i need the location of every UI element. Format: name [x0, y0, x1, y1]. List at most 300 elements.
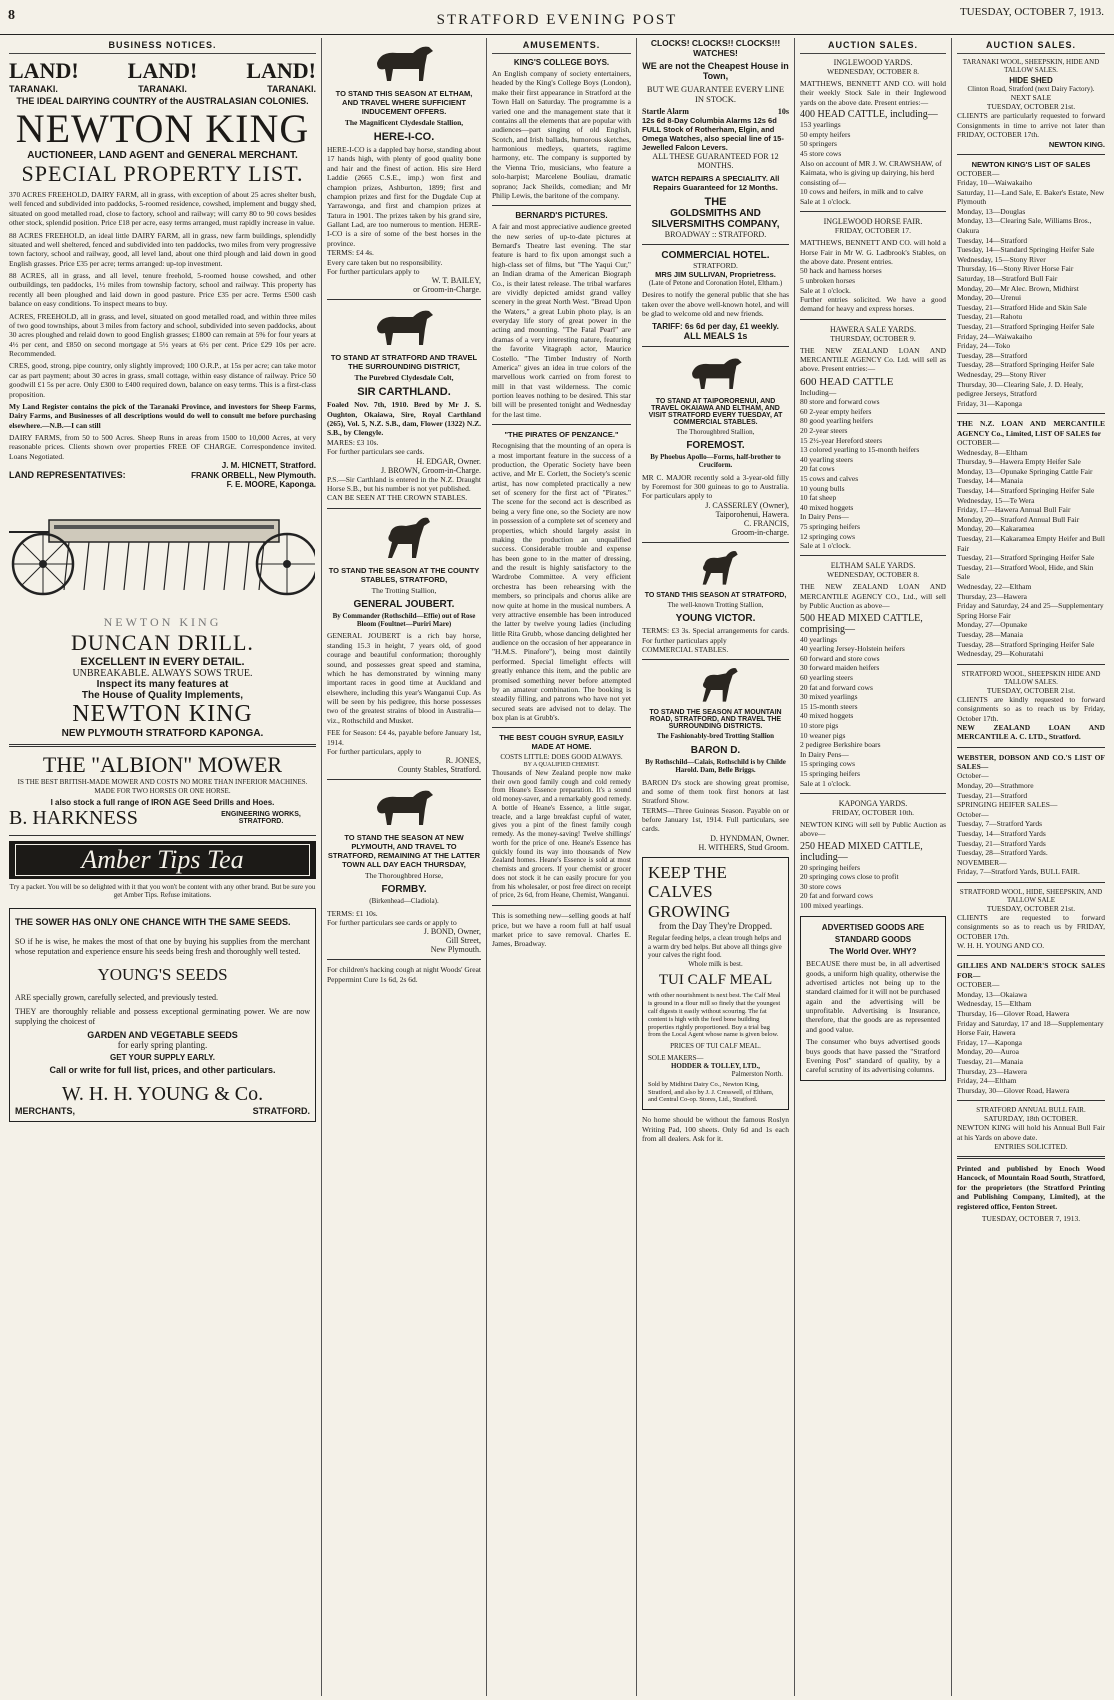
sale-time-1: Sale at 1 o'clock. — [800, 196, 851, 206]
bailey: W. T. BAILEY, — [431, 276, 481, 286]
clydesdale-label: The Magnificent Clydesdale Stallion, — [344, 118, 464, 127]
property-5: CRES, good, strong, pipe country, only slightly improved; 100 O.R.P., at 15s per acre; can take motor car as part payment; about 30 acres in grass, small cottage, within easy distance of railway. Price 50 goodwill £1 5s per acre. Only £300 to £400 required down, balance on easy terms. This is a first-class proposition. — [9, 361, 316, 399]
proprietress: MRS JIM SULLIVAN, Proprietress. — [655, 270, 776, 279]
half-price-notice: This is something new—selling goods at half price, but we have a room full at half usual market price to save removal. Charles E. James, Broadway. — [492, 911, 631, 949]
colt-icon — [369, 305, 439, 349]
hereico-name: HERE-I-CO. — [373, 131, 435, 143]
list-item: Wednesday, 8—Eltham — [957, 447, 1028, 457]
peppermint-cure: For children's hacking cough at night Woods' Great Peppermint Cure 1s 6d, 2s 6d. — [327, 965, 481, 984]
tui-stockists: Sold by Midhirst Dairy Co., Newton King, Stratford, and also by J. J. Cresswell, of Eltham, and Central Co-op. Stores, Ltd., Stratford. — [648, 1080, 774, 1104]
nzl-text: THE NEW ZEALAND LOAN AND MERCANTILE AGENCY Co. Ltd. will sell as above. Present entries:— — [800, 345, 946, 374]
trotting-horse-icon — [376, 514, 432, 562]
house-of-quality: The House of Quality Implements, — [81, 690, 244, 702]
clients-notice-3: CLIENTS are requested to forward consignments so as to reach us by FRIDAY, OCTOBER 17th. — [957, 912, 1105, 941]
inspect-line: Inspect its many features at — [96, 679, 229, 691]
list-item: Friday, 17—Kaponga — [957, 1037, 1022, 1047]
head-600: 600 HEAD CATTLE — [800, 375, 894, 388]
harkness-sub: ENGINEERING WORKS, STRATFORD. — [221, 811, 301, 826]
list-item: 30 store cows — [800, 881, 842, 891]
county-stables: County Stables, Stratford. — [397, 765, 481, 775]
list-item: Also on account of MR J. W. CRAWSHAW, of Kaimata, who is giving up dairying, his herd consisting of— — [800, 158, 942, 187]
goldsmiths-company: GOLDSMITHS AND SILVERSMITHS COMPANY, — [651, 208, 780, 230]
list-item: Monday, 20—Kakaramea — [957, 524, 1035, 534]
stratford-label: STRATFORD. — [252, 1105, 310, 1116]
column-stallions — [322, 38, 487, 1696]
further-entries: Further entries solicited. We have a good demand for heavy and express horses. — [800, 294, 946, 314]
hotel-meals: ALL MEALS 1s — [683, 330, 748, 341]
newton-king-sign: NEWTON KING. — [1048, 139, 1105, 149]
column-amusements — [487, 38, 637, 1696]
columbia-alarms: 12s 6d 8-Day Columbia Alarms 12s 6d — [642, 116, 777, 125]
list-item: Wednesday, 15—Stony River — [957, 254, 1046, 264]
garden-seeds: GARDEN AND VEGETABLE SEEDS — [87, 1029, 238, 1040]
list-item: 45 store cows — [800, 148, 842, 158]
kaponga-date: FRIDAY, OCTOBER 10th. — [832, 807, 914, 817]
land-representatives: LAND REPRESENTATIVES: — [9, 470, 126, 481]
list-item: 40 mixed hoggets — [800, 502, 854, 512]
stand-county: TO STAND THE SEASON AT THE COUNTY STABLES, STRATFORD, — [328, 565, 480, 584]
formby-terms: TERMS: £1 10s. — [327, 908, 378, 918]
list-item: Monday, 20—Urenui — [957, 293, 1022, 303]
fashionably-bred: The Fashionably-bred Trotting Stallion — [656, 732, 775, 741]
list-item: 60 forward and store cows — [800, 653, 880, 663]
list-item: Tuesday, 14—Stratford — [957, 235, 1028, 245]
list-item: Friday, 31—Kaponga — [957, 398, 1022, 408]
list-item: 10 weaner pigs — [800, 730, 846, 740]
head-400: 400 HEAD CATTLE, including— — [800, 109, 938, 121]
list-item: 10 cows and heifers, in milk and to calve — [800, 187, 924, 197]
inglewood-date: WEDNESDAY, OCTOBER 8. — [827, 67, 919, 76]
young-victor-name: YOUNG VICTOR. — [675, 613, 756, 625]
wool-sale-2-date: TUESDAY, OCTOBER 21st. — [986, 903, 1076, 913]
list-item: 10 fat sheep — [800, 493, 837, 503]
wool-sales: TARANAKI WOOL, SHEEPSKIN, HIDE AND TALLOW SALES. — [962, 58, 1100, 74]
sower-text: SO if he is wise, he makes the most of that one by buying his supplies from the merchant whose reputation and experience ensure his seeds being fresh and thoroughly well tested. — [15, 936, 310, 956]
carthland-ps: P.S.—Sir Carthland is entered in the N.Z. Draught Horse S.B., but his number is not yet published. — [327, 474, 481, 493]
section-header: BUSINESS NOTICES. — [9, 38, 316, 54]
withers: H. WITHERS, Stud Groom. — [698, 842, 789, 852]
clocks-heading: CLOCKS! CLOCKS!! CLOCKS!!! WATCHES! — [650, 38, 781, 58]
guarantee-line: BUT WE GUARANTEE EVERY LINE IN STOCK. — [646, 84, 785, 104]
property-1: 370 ACRES FREEHOLD, DAIRY FARM, all in grass, with exception of about 25 acres shelter bush, well fenced and subdivided into paddocks, 5-roomed residence, cowshed, implement and buggy shed, situated on good metalled road, close to factory, school and railway; will carry 80 to 90 cows besides other stock, splendid position. Price £18 per acre, easy terms arranged, must rapidly increase in value. — [9, 190, 316, 228]
skin-date: TUESDAY, OCTOBER 21st. — [986, 685, 1076, 695]
startle-alarm: Startle Alarm — [642, 107, 689, 116]
watch-stock: FULL Stock of Rotherham, Elgin, and Omega Watches, also special line of 15-Jewelled Falcon Levers. — [642, 125, 784, 152]
list-item: Thursday, 16—Stony River Horse Fair — [957, 264, 1074, 274]
list-item: Thursday, 23—Hawera — [957, 1066, 1027, 1076]
list-item: Tuesday, 21—Stratford Springing Heifer Sale — [957, 553, 1095, 563]
inglewood-entries — [800, 120, 946, 197]
property-3: 88 ACRES, all in grass, and all level, tenure freehold, 5-roomed house cowshed, and other outbuildings, ten paddocks, 1½ miles from township factory, school and railway. This property has recently all been ploughed and laid down in good pasture. Price £35 per acre. Terms £500 cash balance on easy conditions. To inspect means to buy. — [9, 271, 316, 309]
list-item: 5 unbroken horses — [800, 275, 855, 285]
stand-mountain-road: TO STAND THE SEASON AT MOUNTAIN ROAD, STRATFORD, AND TRAVEL THE SURROUNDING DISTRICTS. — [649, 709, 782, 731]
keep-calves-growing: KEEP THE CALVES GROWING — [648, 862, 731, 921]
cough-syrup-heading: THE BEST COUGH SYRUP, EASILY MADE AT HOME. — [499, 733, 624, 752]
land-banner — [9, 58, 316, 84]
list-item: 20 springing heifers — [800, 862, 860, 872]
dairy-farms: DAIRY FARMS, from 50 to 500 Acres. Sheep Runs in areas from 1500 to 10,000 Acres, at very reasonable prices. Clients shown over properties FREE OF CHARGE. Correspondence invited. Loans Negotiated. — [9, 433, 316, 461]
youngs-text-2: THEY are thoroughly reliable and possess exceptional germinating power. We are now supplying the choicest of — [15, 1006, 310, 1026]
list-item: Monday, 27—Opunake — [957, 620, 1028, 630]
list-item: 40 yearling steers — [800, 454, 853, 464]
commercial-stables: COMMERCIAL STABLES. — [642, 644, 729, 654]
list-item: 40 yearling Jersey-Holstein heifers — [800, 644, 905, 654]
list-item: 100 mixed yearlings. — [800, 901, 864, 910]
foremost-sub: By Phoebus Apollo—Forms, half-brother to Cruciform. — [650, 452, 781, 470]
newspaper-title: STRATFORD EVENING POST — [436, 12, 678, 28]
ideal-dairying: THE IDEAL DAIRYING COUNTRY of the AUSTRALASIAN COLONIES. — [16, 96, 309, 106]
stand-eltham: TO STAND THIS SEASON AT ELTHAM, AND TRAVEL WHERE SUFFICIENT INDUCEMENT OFFERS. — [335, 89, 473, 116]
list-item: Tuesday, 28—Stratford — [957, 350, 1028, 360]
list-item: Tuesday, 21—Kakaramea Empty Heifer and Bull Fair — [957, 534, 1105, 553]
groom-bailey: or Groom-in-Charge. — [413, 285, 481, 295]
hyndman: D. HYNDMAN, Owner. — [710, 833, 789, 843]
list-item: 20 fat cows — [800, 464, 835, 474]
list-item: Tuesday, 21—Stratford Wool, Hide, and Skin Sale — [957, 562, 1094, 582]
list-item: Tuesday, 21—Stratford Hide and Skin Sale — [957, 302, 1087, 312]
kaponga-entries — [800, 863, 946, 911]
agent-moore: F. E. MOORE, Kaponga. — [226, 480, 316, 490]
list-item: Friday and Saturday, 17 and 18—Supplementary Horse Fair, Hawera — [957, 1018, 1104, 1038]
baron-d-terms: TERMS—Three Guineas Season. Payable on or before January 1st, 1914. Full particulars, see cards. — [642, 805, 789, 834]
world-over: The World Over. WHY? — [829, 947, 917, 957]
young-victor-horse-icon — [692, 548, 740, 588]
imprint: Printed and published by Enoch Wood Hancock, of Mountain Road South, Stratford, for the proprietors (the Stratford Printing and Publishing Company, Limited), at the registered office, Fenton Street. — [957, 1164, 1105, 1211]
get-supply: GET YOUR SUPPLY EARLY. — [110, 1052, 215, 1062]
eltham-sale-yards: ELTHAM SALE YARDS. — [830, 561, 916, 571]
albion-mower-title: THE "ALBION" MOWER — [42, 752, 283, 778]
nk-bull-fair: NEWTON KING will hold his Annual Bull Fair at his Yards on above date. — [957, 1123, 1105, 1142]
list-item: Thursday, 23—Hawera — [957, 591, 1027, 601]
sale-time-3: Sale at 1 o'clock. — [800, 541, 851, 551]
list-item: Wednesday, 29—Stony River — [957, 369, 1046, 379]
issue-date: TUESDAY, OCTOBER 7, 1913. — [959, 6, 1104, 18]
sale-time-2: Sale at 1 o'clock. — [800, 285, 851, 295]
land-word: LAND! — [127, 58, 198, 83]
hereico-apply: For further particulars apply to — [327, 266, 420, 276]
amusements-header: AMUSEMENTS. — [492, 38, 631, 54]
horse-fair-date: FRIDAY, OCTOBER 17. — [834, 226, 912, 236]
amber-tips-logo: Amber Tips Tea — [15, 844, 310, 876]
commercial-hotel: COMMERCIAL HOTEL. — [661, 250, 770, 261]
head-500: 500 HEAD MIXED CATTLE, comprising— — [800, 612, 923, 635]
list-item: 40 yearlings — [800, 634, 837, 644]
nzl2-text: THE NEW ZEALAND LOAN AND MERCANTILE AGENCY CO., Ltd., will sell by Public Auction as above— — [800, 582, 946, 611]
roslyn-pad: No home should be without the famous Roslyn Writing Pad, 100 sheets. Only 6d and 1s each from all dealers. Ask for it. — [642, 1115, 789, 1143]
hereico-care: Every care taken but no responsibility. — [327, 257, 443, 267]
list-item: Wednesday, 22—Eltham — [957, 582, 1032, 592]
clinton-road: Clinton Road, Stratford (next Dairy Factory). — [967, 85, 1095, 93]
jones: R. JONES, — [445, 756, 481, 766]
joubert-text: GENERAL JOUBERT is a rich bay horse, standing 15.3 in height, 7 years old, of good courage and beautiful conformation; thoroughly sound, and possesses great speed and stamina, which he has demonstrated by winning many important races in good time at Auckland and elsewhere, including this year's Wanganui Cup. As will be seen by his pedigree, this horse possesses two of the greatest strains of blood in Australia—viz., Rothschild and Musket. — [327, 631, 481, 725]
list-item: 15 cows and calves — [800, 473, 859, 483]
pirates-text: Recognising that the mounting of an opera is a most important feature in the success of a production, the Operatic Society have been active, and Mr E. Corlett, the Society's scenic artist, has now completed practically a new set of scenery for the first act of "Pirates." The scene for the second act is described as being a very fine one, so the Society are now in possession of a complete set of scenery and properties, which should largely assist in making the production an unqualified success. Considerable trouble and expense has been gone to in the matter of dressing, and the result is highly satisfactory to the Wardrobe Committee. A very efficient orchestra has been rehearsing with the members, so principals and chorus alike are now quite at home in the musical numbers. A very attractive ensemble has been introduced the latter by twelve young ladies (including little Rita Grubb, whose dancing delighted her audience on the occasion of her appearance in "H.M.S. Pinafore"), being most daintily performed. Special limelight effects will greatly enhance this item, and the public are promised something never before attempted by an amateur combination. The booking is steadily filling, and patrons who have not yet secured seats are advised not to delay. The box plan is at Grubb's. — [492, 441, 631, 722]
from-the-day: from the Day They're Dropped. — [658, 921, 773, 932]
drill-brand-faded: NEWTON KING — [103, 615, 222, 630]
list-item: 20 springing cows close to profit — [800, 872, 899, 882]
carthland-name: SIR CARTHLAND. — [357, 386, 451, 399]
list-item: 75 springing heifers — [800, 521, 860, 531]
watch-repairs: WATCH REPAIRS A SPECIALITY. All Repairs Guaranteed for 12 Months. — [651, 174, 780, 192]
list-item: October— — [957, 809, 989, 819]
list-item: Wednesday, 15—Te Wera — [957, 495, 1035, 505]
list-item: Monday, 20—Auroa — [957, 1047, 1020, 1057]
next-sale: NEXT SALE — [1010, 93, 1052, 103]
column-clocks-stallions — [637, 38, 795, 1696]
amber-tips-text: Try a packet. You will be so delighted with it that you won't be content with any other brand. But be sure you get Amber Tips. Refuse imitations. — [9, 882, 316, 900]
list-item: Monday, 13—Opunake Springing Cattle Fair — [957, 466, 1093, 476]
list-item: Saturday, 18—Stratford Bull Fair — [957, 274, 1058, 284]
advertised-goods-text: BECAUSE there must be, in all advertised goods, a uniform high quality, otherwise the advertised articles not being up to the standard claimed for it will not be purchased again and the advertising will be unprofitable. Advertising is Insurance, therefore, that the goods are as represented and good value. — [806, 959, 940, 1034]
taiporohenui: Taiporohenui, Hawera. — [715, 509, 789, 519]
youngs-text-1: ARE specially grown, carefully selected, and previously tested. — [15, 992, 219, 1002]
startle-alarm-price: 10s — [777, 107, 789, 116]
list-item: 15 2½-year Hereford steers — [800, 435, 883, 445]
kaponga-yards: KAPONGA YARDS. — [838, 798, 908, 808]
column-auction-sales-2 — [952, 38, 1110, 1696]
tui-calf-meal-ad — [642, 857, 789, 1110]
unbreakable-line: UNBREAKABLE. ALWAYS SOWS TRUE. — [72, 668, 253, 680]
matthews-bennett-text: MATTHEWS, BENNETT AND CO. will hold their weekly Stock Sale in their Inglewood yards on the above date. Present entries:— — [800, 79, 946, 107]
list-item: Tuesday, 21—Stratford Yards — [957, 838, 1046, 848]
list-item: Tuesday, 28—Stratford Yards. — [957, 848, 1048, 858]
agent-hignett: J. M. HICNETT, Stratford. — [221, 461, 316, 471]
list-item: Friday, 24—Waiwakaiho — [957, 331, 1033, 341]
property-2: 88 ACRES FREEHOLD, an ideal little DAIRY FARM, all in grass, new farm buildings, splendidly situated and well sheltered, fenced and subdivided into ten paddocks, two miles from very progressive town factory, school and railway, good, all level land, about one third plough and laid down in good English grasses. Price £35 per acre; terms arranged: up-top investment. — [9, 230, 317, 268]
merchants-label: MERCHANTS, — [15, 1105, 75, 1116]
agent-orbell: FRANK ORBELL, New Plymouth. — [191, 471, 316, 481]
list-item: Tuesday, 14—Manaia — [957, 476, 1023, 486]
list-item: 10 young bulls — [800, 483, 845, 493]
seed-drill-illustration — [9, 492, 315, 610]
cough-syrup-text: Thousands of New Zealand people now make their own good family cough and cold remedy from Heane's Essence preparation. It's a sound old money-saver, and a remarkably good remedy. A bottle of Heane's Essence, a little sugar, treacle, and a large breakfast cupful of water, gives you a pint of the finest family cough remedy. As the money-saving! Twelve shillings' worth for the price of one. Heane's Essence has quickly found its way into thousands of New Zealand homes. Heane's Essence is sold at most chemists and grocers. If your chemist or grocer does not stock it he can easily procure for you from his wholesaler, or post free direct on receipt of price, 2s 6d, from Heane, Chemist, Wanganui. — [492, 768, 631, 900]
francis: C. FRANCIS, — [743, 518, 789, 528]
harkness-name: B. HARKNESS — [9, 806, 138, 829]
column-business-notices — [4, 38, 322, 1696]
carthland-apply: For further particulars see cards. — [327, 447, 425, 457]
formby-sub: (Birkenhead—Cladiola). — [369, 897, 439, 906]
list-item: OCTOBER— — [957, 438, 1000, 448]
tui-calf-meal-title: TUI CALF MEAL — [658, 971, 773, 988]
taranaki-word: TARANAKI. — [138, 84, 187, 94]
list-item: Tuesday, 21—Rahotu — [957, 312, 1023, 322]
list-item: Friday, 17—Hawera Annual Bull Fair — [957, 505, 1071, 515]
list-item: October— — [957, 771, 989, 781]
young-victor-terms: TERMS: £3 3s. Special arrangements for cards. For further particulars apply — [642, 626, 789, 645]
list-item: Thursday, 30—Clearing Sale, J. D. Healy, pedigree Jerseys, Stratford — [957, 379, 1084, 399]
list-item: Tuesday, 21—Stratford — [957, 790, 1028, 800]
inglewood-horse-fair: INGLEWOOD HORSE FAIR. — [823, 217, 923, 227]
cough-syrup-sub: COSTS LITTLE: DOES GOOD ALWAYS. — [500, 753, 623, 762]
special-property-list: SPECIAL PROPERTY LIST. — [21, 161, 304, 186]
foremost-text: MR C. MAJOR recently sold a 3-year-old filly by Foremost for 300 guineas to go to Australia. For particulars apply to — [642, 472, 789, 501]
drill-newton-king: NEWTON KING — [72, 701, 253, 728]
auctioneer-line: AUCTIONEER, LAND AGENT and GENERAL MERCHANT. — [27, 150, 298, 161]
list-item: 80 store and forward cows — [800, 397, 880, 407]
clients-notice-2: CLIENTS are kindly requested to forward consignments so as to reach us by Friday, October 17th. — [957, 694, 1105, 723]
duncan-drill-ad — [9, 492, 316, 739]
list-item: Tuesday, 14—Standard Springing Heifer Sale — [957, 245, 1095, 255]
bull-fair-date: SATURDAY, 18th OCTOBER. — [983, 1114, 1079, 1124]
whh-young-sign: W. H. H. YOUNG AND CO. — [957, 941, 1045, 951]
francis-groom: Groom-in-charge. — [731, 527, 789, 537]
pirates-heading: "THE PIRATES OF PENZANCE." — [504, 430, 619, 440]
list-item: Tuesday, 7—Stratford Yards — [957, 819, 1043, 829]
list-item: Friday, 24—Toko — [957, 341, 1011, 351]
property-4: ACRES, FREEHOLD, all in grass, and level, situated on good metalled road, and within three miles of two good townships, about 3 miles from factory and school, subdivided into seven paddocks, about 30 acres ploughed and relaid down to good English grasses; £1800 can remain at 5% for four years at 4½ per cent, and £850 on second mortgage at 5½ years at 6½ per cent. Price £29 10s per acre. Recommended. — [9, 311, 316, 358]
list-item: 50 hack and harness horses — [800, 266, 882, 276]
stand-taiporohenui: TO STAND AT TAIPORORENUI, AND TRAVEL OKAIAWA AND ELTHAM, AND VISIT STRATFORD EVERY TUESDAY, AT COMMERCIAL STABLES. — [648, 397, 783, 426]
hereico-terms: TERMS: £4 4s. — [327, 248, 374, 258]
list-item: 20 fat and forward cows — [800, 891, 873, 901]
nzl-sales-list — [957, 438, 1105, 659]
masthead — [0, 0, 1114, 35]
youngs-seeds-title: YOUNG'S SEEDS — [97, 964, 228, 984]
list-item: Thursday, 9—Hawera Empty Heifer Sale — [957, 457, 1081, 467]
tui-text: with other nourishment is next best. The Calf Meal is ground in a flour mill so finely that the youngest calf digests it easily without scouring. The fat content is high with the feed bone building properties rightly proportioned. Buy a trial bag from the Local Agent whose name is given below. — [648, 992, 781, 1039]
albion-text: IS THE BEST BRITISH-MADE MOWER AND COSTS NO MORE THAN INFERIOR MACHINES. MADE FOR TWO HORSES OR ONE HORSE. — [17, 778, 308, 795]
list-item: 50 empty heifers — [800, 129, 851, 139]
goldsmiths-address: BROADWAY :: STRATFORD. — [664, 230, 767, 239]
formby-apply: For further particulars see cards or apply to — [327, 918, 457, 928]
calves-text: Regular feeding helps, a clean trough helps and a warm dry bed helps. But above all things give your calves the right food. — [648, 934, 782, 960]
list-item: Monday, 13—Okaiawa — [957, 989, 1027, 999]
new-plymouth: New Plymouth. — [430, 945, 481, 955]
list-item: 60 yearling steers — [800, 672, 853, 682]
auction-sales-header-2: AUCTION SALES. — [957, 38, 1105, 54]
gillies-nalder-list — [957, 980, 1105, 1095]
list-item: Friday, 10—Waiwakaiho — [957, 178, 1033, 188]
list-item: 50 springers — [800, 139, 837, 149]
brown: J. BROWN, Groom-in-Charge. — [380, 465, 481, 475]
baron-d-text: BARON D's stock are showing great promise, and some of them took first honors at last Stratford Show. — [642, 777, 789, 806]
whole-milk: Whole milk is best. — [688, 959, 743, 968]
list-item: 10 store pigs — [800, 720, 839, 730]
clients-notice: CLIENTS are particularly requested to forward Consignments in time to arrive not later than FRIDAY, OCTOBER 17th. — [957, 111, 1105, 140]
thoroughbred-horse-icon — [369, 785, 439, 829]
list-item: 60 2-year empty heifers — [800, 406, 872, 416]
sower-head: THE SOWER HAS ONLY ONE CHANCE WITH THE SAME SEEDS. — [15, 916, 291, 927]
the-word: THE — [704, 196, 727, 208]
whh-young: W. H. H. YOUNG & Co. — [61, 1082, 264, 1105]
list-item: 40 mixed hoggets — [800, 711, 854, 721]
webster-dobson-heading: WEBSTER, DOBSON AND CO.'S LIST OF SALES— — [957, 752, 1105, 772]
list-item: OCTOBER— — [957, 168, 1000, 178]
carthland-text: Foaled Nov. 7th, 1910. Bred by Mr J. S. Oughton, Okaiawa, Sire, Royal Carthland (265), Vol. 5, N.Z. S.B., dam, Flower (1322) N.Z. S.B., by Clengyle. — [327, 400, 481, 438]
edgar: H. EDGAR, Owner. — [416, 456, 481, 466]
tui-prices: PRICES OF TUI CALF MEAL. — [670, 1042, 761, 1051]
list-item: Tuesday, 21—Manaia — [957, 1056, 1023, 1066]
excellent-line: EXCELLENT IN EVERY DETAIL. — [80, 656, 245, 669]
advertised-goods-box — [800, 916, 946, 1081]
list-item: Wednesday, 29—Kohuratahi — [957, 649, 1044, 659]
inglewood-yards: INGLEWOOD YARDS. — [833, 58, 913, 67]
crown-stables: CAN BE SEEN AT THE CROWN STABLES. — [327, 493, 468, 503]
including-label: Including— — [800, 387, 837, 397]
list-item: 13 colored yearling to 15-month heifers — [800, 445, 920, 455]
list-item: Monday, 13—Douglas — [957, 206, 1026, 216]
list-item: Tuesday, 28—Stratford Springing Heifer Sale — [957, 360, 1095, 370]
qualified-chemist: BY A QUALIFIED CHEMIST. — [523, 761, 600, 768]
stand-new-plymouth: TO STAND THE SEASON AT NEW PLYMOUTH, AND TRAVEL TO STRATFORD, REMAINING AT THE LATTER TOWN ALL DAY EACH THURSDAY, — [327, 833, 481, 870]
list-item: Thursday, 30—Glover Road, Hawera — [957, 1085, 1070, 1095]
draught-horse-icon — [369, 41, 439, 85]
kings-college-heading: KING'S COLLEGE BOYS. — [513, 58, 610, 67]
list-item: Tuesday, 14—Stratford Yards — [957, 828, 1046, 838]
page-number: 8 — [8, 8, 15, 23]
bernards-heading: BERNARD'S PICTURES. — [515, 211, 608, 221]
foremost-horse-icon — [685, 352, 747, 394]
list-item: Monday, 20—Mr Alec. Brown, Midhirst — [957, 283, 1079, 293]
list-item: Tuesday, 28—Stratford Springing Heifer Sale — [957, 639, 1095, 649]
list-item: Friday, 7—Stratford Yards, BULL FAIR. — [957, 867, 1080, 877]
cheapest-house: WE are not the Cheapest House in Town, — [642, 61, 789, 81]
list-item: 12 springing cows — [800, 531, 855, 541]
guaranteed-12-months: ALL THESE GUARANTEED FOR 12 MONTHS. — [652, 152, 779, 170]
hide-date: TUESDAY, OCTOBER 21st. — [986, 102, 1076, 112]
hotel-tariff: TARIFF: 6s 6d per day, £1 weekly. — [652, 321, 779, 331]
joubert-fee: FEE for Season: £4 4s, payable before January 1st, 1914. — [327, 728, 481, 747]
land-word: LAND! — [9, 58, 79, 83]
joubert-sub: By Commander (Rothschild—Effie) out of Rose Bloom (Foultnet—Puriri Mare) — [332, 611, 476, 629]
land-word: LAND! — [246, 58, 316, 83]
list-item: OCTOBER— — [957, 980, 1000, 990]
baron-d-name: BARON D. — [690, 744, 741, 756]
taranaki-word: TARANAKI. — [9, 84, 58, 94]
skin-sales: STRATFORD WOOL, SHEEPSKIN HIDE AND TALLOW SALES. — [961, 669, 1101, 686]
carthland-mares: MARES: £3 10s. — [327, 437, 379, 447]
foremost-name: FOREMOST. — [686, 439, 745, 451]
list-item: Tuesday, 21—Stratford Springing Heifer Sale — [957, 322, 1095, 332]
purebred-label: The Purebred Clydesdale Colt, — [354, 373, 454, 383]
list-item: Friday and Saturday, 24 and 25—Supplementary Spring Horse Fair — [957, 601, 1104, 620]
list-item: Wednesday, 15—Eltham — [957, 999, 1032, 1009]
thoroughbred-label: The Thoroughbred Horse, — [365, 871, 443, 881]
gillies-nalder-heading: GILLIES AND NALDER'S STOCK SALES FOR— — [957, 961, 1105, 980]
list-item: 80 good yearling heifers — [800, 416, 874, 426]
drill-towns: NEW PLYMOUTH STRATFORD KAPONGA. — [61, 728, 264, 740]
list-item: 15 springing heifers — [800, 768, 860, 778]
hereico-text: HERE-I-CO is a dappled bay horse, standing about 17 hands high, with plenty of good quality bone and hair and the finest of action. His sire Herd Laddie (2665 C.S.E., imp.) won first and champion prizes, Ashburton, 1899; first and champion prizes and first for the Dugdale Cup at Yarrawonga, and first and champion prizes at Tatura in 1901. The prizes taken by his grand sire, Gallant Lad, are too numerous to mention. HERE-I-CO is a sire of some of the best horses in the province. — [327, 145, 481, 248]
hotel-text: Desires to notify the general public that she has taken over the above well-known hotel, and will be glad to welcome old and new friends. — [642, 290, 789, 319]
list-item: Monday, 13—Clearing Sale, Williams Bros., Oakura — [957, 216, 1092, 236]
page-columns — [4, 38, 1110, 1696]
list-item: NOVEMBER— — [957, 857, 1007, 867]
stand-stratford: TO STAND AT STRATFORD AND TRAVEL THE SURROUNDING DISTRICT, — [330, 353, 478, 372]
list-item: Thursday, 16—Glover Road, Hawera — [957, 1008, 1070, 1018]
call-or-write: Call or write for full list, prices, and other particulars. — [49, 1064, 276, 1075]
bond: J. BOND, Owner, — [423, 927, 481, 937]
hawera-date: THURSDAY, OCTOBER 9. — [830, 333, 916, 343]
list-item: Saturday, 11—Land Sale, E. Baker's Estate, New Plymouth — [957, 187, 1105, 207]
list-item: Friday, 24—Eltham — [957, 1076, 1017, 1086]
baron-d-horse-icon — [690, 665, 742, 705]
sole-makers: SOLE MAKERS— — [648, 1053, 704, 1062]
head-250: 250 HEAD MIXED CATTLE, including— — [800, 840, 923, 863]
newton-king-heading: NEWTON KING — [15, 106, 310, 151]
sale-time-4: Sale at 1 o'clock. — [800, 778, 851, 788]
gill-street: Gill Street, — [445, 936, 481, 946]
horse-fair-entries — [800, 266, 946, 285]
land-register: My Land Register contains the pick of the Taranaki Province, and investors for Sheep Farms, Dairy Farms, and Businesses of all descriptions would do well to consult me before purchasing elsewhere.—N.B.—I can still — [9, 401, 316, 430]
taranaki-banner — [9, 84, 316, 94]
list-item: 30 mixed yearlings — [800, 692, 858, 702]
formby-name: FORMBY. — [381, 884, 427, 896]
nzl-short: NEW ZEALAND LOAN AND MERCANTILE A. C. LTD., Stratford. — [957, 722, 1105, 742]
entries-solicited: ENTRIES SOLICITED. — [994, 1142, 1068, 1152]
bull-fair: STRATFORD ANNUAL BULL FAIR. — [976, 1106, 1086, 1115]
list-item: Tuesday, 28—Manaia — [957, 629, 1023, 639]
